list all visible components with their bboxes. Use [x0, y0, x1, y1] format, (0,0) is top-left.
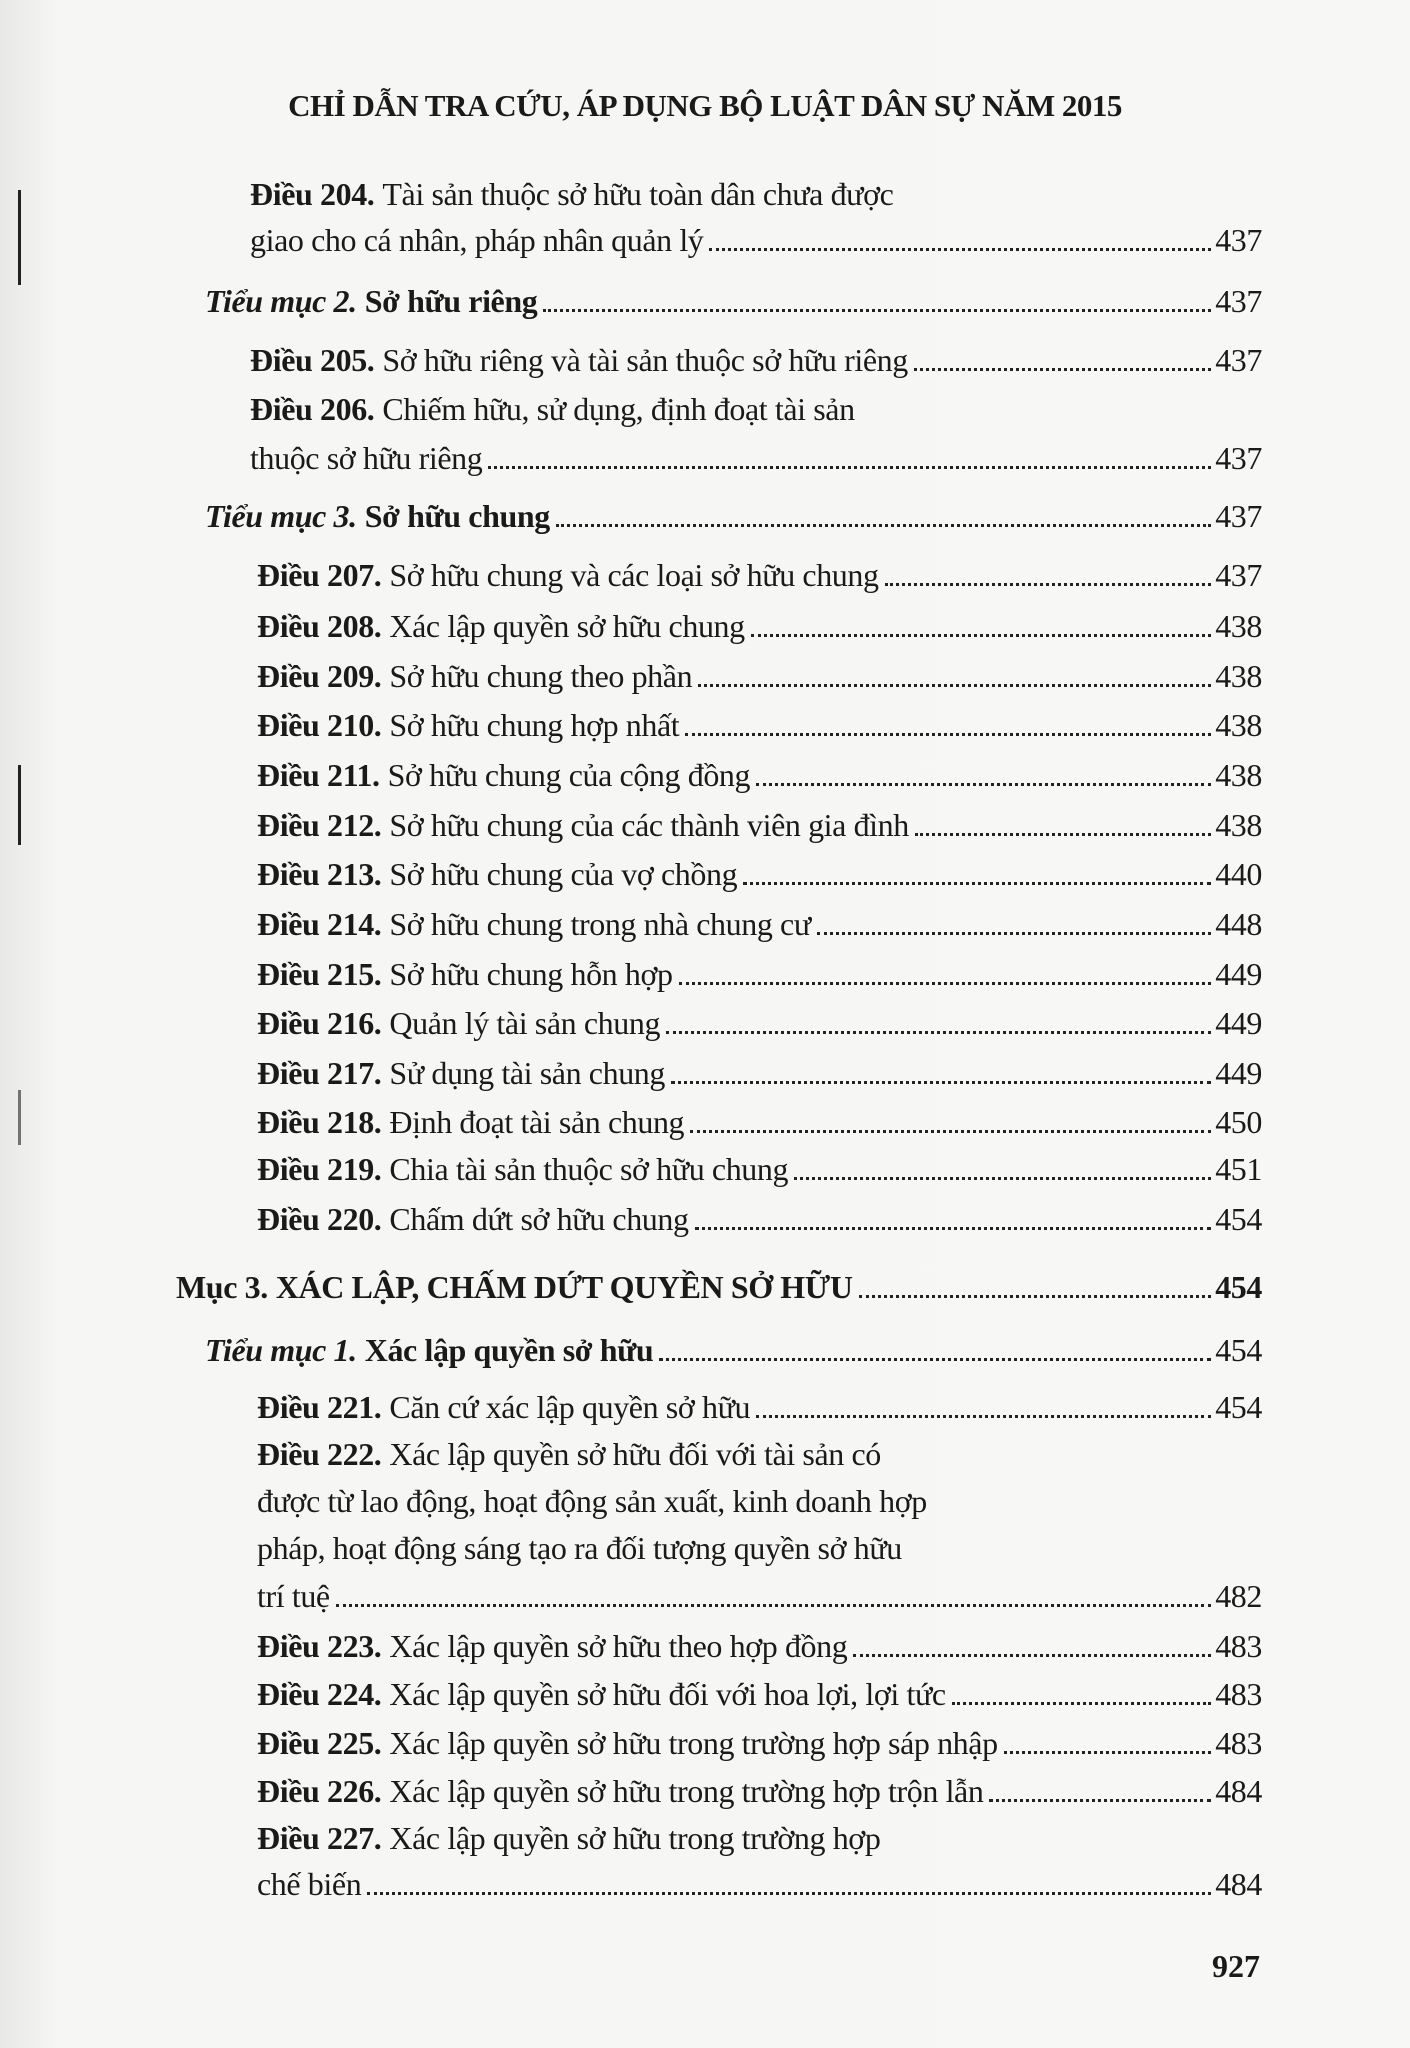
toc-entry-line[interactable]: [250, 391, 855, 428]
entry-page-number: 484: [1215, 1866, 1262, 1902]
margin-mark: [18, 1090, 21, 1145]
subsection-label: [205, 283, 357, 320]
entry-title: Sở hữu chung hỗn hợp: [389, 956, 673, 992]
entry-page-number: 483: [1215, 1725, 1262, 1761]
toc-entry[interactable]: [257, 1055, 1262, 1092]
entry-title: trí tuệ: [257, 1578, 330, 1614]
subsection-label: [205, 498, 357, 535]
article-label: Điều 218.: [257, 1104, 382, 1140]
entry-page-number: 450: [1215, 1104, 1262, 1140]
entry-title: Sở hữu riêng và tài sản thuộc sở hữu riêng: [382, 342, 908, 378]
entry-title: Định đoạt tài sản chung: [389, 1104, 685, 1140]
article-label: Điều 208.: [257, 608, 382, 644]
dot-leader: [709, 248, 1211, 251]
toc-entry[interactable]: [205, 1332, 1262, 1369]
article-label: Điều 225.: [257, 1725, 382, 1761]
toc-entry[interactable]: [257, 1725, 1262, 1762]
toc-entry[interactable]: [257, 956, 1262, 993]
toc-entry[interactable]: [205, 283, 1262, 320]
entry-page-number: 451: [1215, 1151, 1262, 1187]
article-label: Điều 226.: [257, 1773, 382, 1809]
dot-leader: [695, 1227, 1212, 1230]
entry-title: Xác lập quyền sở hữu: [364, 1332, 654, 1368]
dot-leader: [488, 466, 1211, 469]
article-label: Điều 224.: [257, 1676, 382, 1712]
page-number: 927: [1212, 1948, 1260, 1984]
dot-leader: [698, 684, 1211, 687]
toc-entry-line[interactable]: [257, 1483, 927, 1520]
article-label: Điều 206.: [250, 391, 375, 427]
dot-leader: [666, 1031, 1211, 1034]
toc-entry[interactable]: [250, 222, 1262, 259]
article-label: Điều 221.: [257, 1389, 382, 1425]
dot-leader: [794, 1177, 1211, 1180]
entry-page-number: 454: [1215, 1201, 1262, 1237]
entry-title: Quản lý tài sản chung: [389, 1005, 661, 1041]
entry-title: thuộc sở hữu riêng: [250, 440, 483, 476]
entry-page-number: 438: [1215, 658, 1262, 694]
entry-page-number: 438: [1215, 707, 1262, 743]
entry-page-number: 437: [1215, 440, 1262, 476]
entry-title: Sở hữu chung hợp nhất: [389, 707, 680, 743]
article-label: Điều 215.: [257, 956, 382, 992]
entry-title: Chiếm hữu, sử dụng, định đoạt tài sản: [382, 391, 855, 427]
subsection-label: [205, 1332, 357, 1369]
toc-entry[interactable]: [257, 1201, 1262, 1238]
toc-entry[interactable]: [257, 807, 1262, 844]
dot-leader: [1004, 1751, 1212, 1754]
article-label: Điều 217.: [257, 1055, 382, 1091]
entry-title: Căn cứ xác lập quyền sở hữu: [389, 1389, 751, 1425]
entry-title: Xác lập quyền sở hữu trong trường hợp trộn lẫn: [389, 1773, 984, 1809]
article-label: Điều 211.: [257, 757, 380, 793]
entry-page-number: 449: [1215, 1005, 1262, 1041]
entry-title: Xác lập quyền sở hữu theo hợp đồng: [389, 1628, 848, 1664]
entry-title: Chấm dứt sở hữu chung: [389, 1201, 689, 1237]
entry-page-number: 482: [1215, 1578, 1262, 1614]
entry-page-number: 437: [1215, 222, 1262, 258]
toc-entry[interactable]: [257, 1578, 1262, 1615]
running-header: CHỈ DẪN TRA CỨU, ÁP DỤNG BỘ LUẬT DÂN SỰ NĂM 2015: [288, 88, 1122, 123]
dot-leader: [859, 1295, 1212, 1298]
toc-entry[interactable]: [257, 1005, 1262, 1042]
entry-title: Sở hữu chung của cộng đồng: [387, 757, 751, 793]
entry-page-number: 483: [1215, 1628, 1262, 1664]
entry-title: Sở hữu chung trong nhà chung cư: [389, 906, 811, 942]
entry-title: Sở hữu chung và các loại sở hữu chung: [389, 557, 879, 593]
entry-page-number: 454: [1215, 1332, 1262, 1368]
subsection-label-text: Tiểu mục 1.: [205, 1332, 357, 1368]
dot-leader: [756, 783, 1211, 786]
article-label: Điều 207.: [257, 557, 382, 593]
dot-leader: [817, 932, 1211, 935]
entry-page-number: 454: [1215, 1389, 1262, 1425]
toc-entry[interactable]: [250, 440, 1262, 477]
margin-mark: [18, 190, 21, 285]
toc-entry-line[interactable]: [257, 1530, 902, 1567]
dot-leader: [885, 583, 1212, 586]
entry-title: Sở hữu riêng: [364, 283, 538, 319]
dot-leader: [915, 833, 1211, 836]
article-label: Điều 209.: [257, 658, 382, 694]
dot-leader: [756, 1415, 1211, 1418]
entry-page-number: 437: [1215, 342, 1262, 378]
entry-title: chế biến: [257, 1866, 362, 1902]
dot-leader: [543, 309, 1211, 312]
article-label: Điều 213.: [257, 856, 382, 892]
dot-leader: [556, 524, 1211, 527]
entry-title: Xác lập quyền sở hữu đối với tài sản có: [389, 1436, 881, 1472]
entry-title: Xác lập quyền sở hữu chung: [389, 608, 745, 644]
entry-page-number: 437: [1215, 498, 1262, 534]
toc-entry-line[interactable]: [257, 1436, 881, 1473]
article-label: Điều 219.: [257, 1151, 382, 1187]
entry-page-number: 437: [1215, 283, 1262, 319]
entry-title: Sở hữu chung của vợ chồng: [389, 856, 738, 892]
dot-leader: [685, 733, 1211, 736]
dot-leader: [989, 1799, 1211, 1802]
entry-title: Xác lập quyền sở hữu trong trường hợp: [389, 1820, 881, 1856]
toc-entry[interactable]: [257, 707, 1262, 744]
entry-page-number: 448: [1215, 906, 1262, 942]
dot-leader: [336, 1604, 1211, 1607]
article-label: Điều 223.: [257, 1628, 382, 1664]
entry-page-number: 438: [1215, 608, 1262, 644]
dot-leader: [679, 982, 1212, 985]
toc-entry[interactable]: [257, 658, 1262, 695]
dot-leader: [853, 1654, 1211, 1657]
toc-entry[interactable]: [257, 1676, 1262, 1713]
toc-entry[interactable]: [257, 1773, 1262, 1810]
article-label: Điều 210.: [257, 707, 382, 743]
article-label: Điều 220.: [257, 1201, 382, 1237]
toc-entry-line[interactable]: [257, 1820, 880, 1857]
dot-leader: [914, 368, 1211, 371]
toc-entry[interactable]: [257, 557, 1262, 594]
entry-page-number: 454: [1215, 1269, 1262, 1305]
entry-page-number: 449: [1215, 956, 1262, 992]
margin-mark: [18, 765, 21, 845]
entry-title: giao cho cá nhân, pháp nhân quản lý: [250, 222, 704, 258]
toc-entry[interactable]: [176, 1269, 1262, 1306]
entry-page-number: 484: [1215, 1773, 1262, 1809]
subsection-label-text: Tiểu mục 2.: [205, 283, 357, 319]
entry-title: Xác lập quyền sở hữu trong trường hợp sáp nhập: [389, 1725, 998, 1761]
entry-title: Sở hữu chung theo phần: [389, 658, 693, 694]
entry-page-number: 437: [1215, 557, 1262, 593]
article-label: Điều 216.: [257, 1005, 382, 1041]
toc-entry[interactable]: [250, 342, 1262, 379]
subsection-label-text: Tiểu mục 3.: [205, 498, 357, 534]
article-label: Điều 204.: [250, 176, 375, 212]
toc-entry[interactable]: [257, 1151, 1262, 1188]
entry-title: Tài sản thuộc sở hữu toàn dân chưa được: [382, 176, 894, 212]
entry-title: Chia tài sản thuộc sở hữu chung: [389, 1151, 789, 1187]
toc-entry[interactable]: [257, 906, 1262, 943]
toc-entry[interactable]: [257, 1866, 1262, 1903]
toc-entry[interactable]: [257, 856, 1262, 893]
toc-entry[interactable]: [257, 1389, 1262, 1426]
toc-entry-line[interactable]: [250, 176, 893, 213]
entry-page-number: 440: [1215, 856, 1262, 892]
section-label: Mục 3.: [176, 1269, 268, 1305]
article-label: Điều 205.: [250, 342, 375, 378]
toc-entry[interactable]: [257, 1628, 1262, 1665]
entry-title: Xác lập quyền sở hữu đối với hoa lợi, lợi tức: [389, 1676, 946, 1712]
entry-page-number: 449: [1215, 1055, 1262, 1091]
article-label: Điều 212.: [257, 807, 382, 843]
entry-page-number: 483: [1215, 1676, 1262, 1712]
toc-entry[interactable]: [257, 1104, 1262, 1141]
dot-leader: [751, 634, 1211, 637]
entry-title: Sở hữu chung: [364, 498, 550, 534]
toc-entry[interactable]: [257, 757, 1262, 794]
entry-page-number: 438: [1215, 757, 1262, 793]
dot-leader: [671, 1081, 1211, 1084]
article-label: Điều 214.: [257, 906, 382, 942]
dot-leader: [367, 1892, 1211, 1895]
article-label: Điều 222.: [257, 1436, 382, 1472]
entry-title: XÁC LẬP, CHẤM DỨT QUYỀN SỞ HỮU: [275, 1269, 853, 1305]
dot-leader: [743, 882, 1211, 885]
entry-title: pháp, hoạt động sáng tạo ra đối tượng quyền sở hữu: [257, 1530, 902, 1566]
entry-title: Sử dụng tài sản chung: [389, 1055, 665, 1091]
dot-leader: [659, 1358, 1211, 1361]
toc-entry[interactable]: [257, 608, 1262, 645]
entry-title: được từ lao động, hoạt động sản xuất, kinh doanh hợp: [257, 1483, 927, 1519]
entry-page-number: 438: [1215, 807, 1262, 843]
dot-leader: [690, 1130, 1211, 1133]
toc-entry[interactable]: [205, 498, 1262, 535]
article-label: Điều 227.: [257, 1820, 382, 1856]
entry-title: Sở hữu chung của các thành viên gia đình: [389, 807, 909, 843]
dot-leader: [952, 1702, 1211, 1705]
